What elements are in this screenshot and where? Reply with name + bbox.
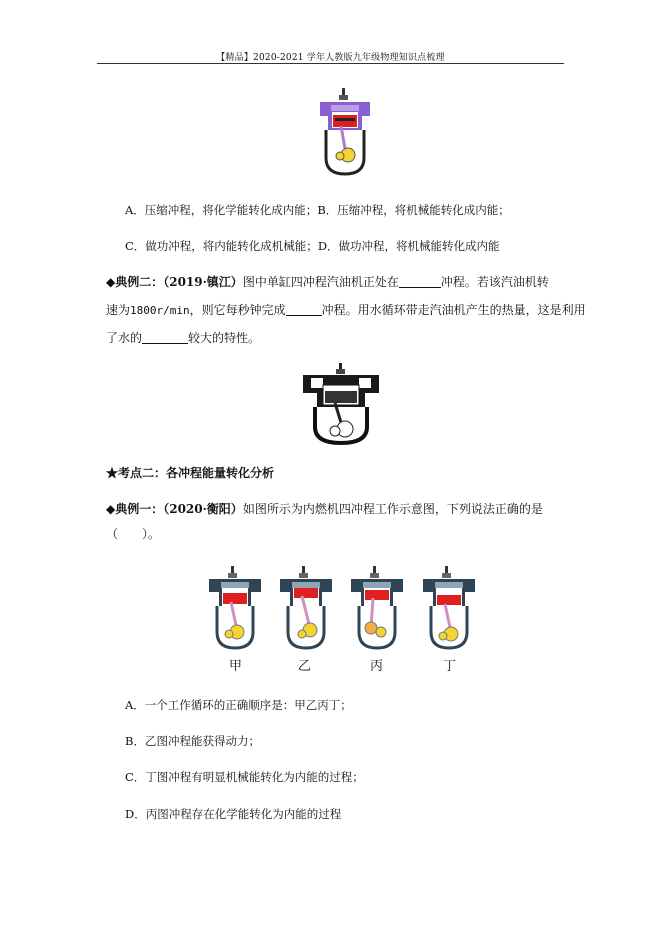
example2-text: 速为 [106,303,131,317]
q1-option-a[interactable]: A．压缩冲程，将化学能转化成内能； [125,203,318,217]
example2-line3 [106,329,260,346]
example2-text: 图中单缸四冲程汽油机正处在 [242,275,399,289]
example2-text: 了水的 [106,331,143,345]
example2-line2 [106,301,586,318]
engine-figure-bing [349,566,405,652]
example1-text: 如图所示为内燃机四冲程工作示意图，下列说法正确的是 [242,502,543,516]
q1-options-cd [125,238,500,254]
example1-line1 [106,500,543,517]
example2-text: 冲程。若该汽油机转 [440,275,549,289]
option-b[interactable]: B．乙图冲程能获得动力； [125,734,260,748]
q1-option-d[interactable]: D．做功冲程，将机械能转化成内能 [317,239,500,253]
example2-tag: ◆典例二：（2019·镇江） [106,275,243,289]
caption-jia: 甲 [229,659,243,674]
example2-line1 [106,273,549,290]
caption-bing: 丙 [370,659,384,674]
header-rule [97,63,564,64]
caption-yi: 乙 [298,659,312,674]
blank-3[interactable] [142,331,188,344]
q1-option-b[interactable]: B．压缩冲程，将机械能转化成内能； [317,203,510,217]
engine-speed: 1800r/min [130,304,190,317]
section2-title: ★考点二：各冲程能量转化分析 [106,466,275,480]
q1-options-ab [125,202,510,218]
q1-option-c[interactable]: C．做功冲程，将内能转化成机械能； [125,239,318,253]
option-a[interactable]: A．一个工作循环的正确顺序是：甲乙丙丁； [125,698,352,712]
option-d[interactable]: D．丙图冲程存在化学能转化为内能的过程 [125,807,342,821]
engine-figure-yi [278,566,334,652]
caption-ding: 丁 [443,659,457,674]
engine-figure-ding [421,566,477,652]
example2-text: 较大的特性。 [188,331,261,345]
example2-text: ，则它每秒钟完成 [189,303,286,317]
example2-text: 冲程。用水循环带走汽油机产生的热量，这是利用 [321,303,586,317]
blank-1[interactable] [399,275,441,288]
engine-figure-2 [301,363,381,445]
engine-figure-jia [207,566,263,652]
option-c[interactable]: C．丁图冲程有明显机械能转化为内能的过程； [125,770,364,784]
page-header: 【精品】2020-2021 学年人教版九年级物理知识点梳理 [216,53,445,63]
engine-figure-1 [316,88,374,178]
example1-line2: （ ）。 [106,527,161,541]
blank-2[interactable] [286,303,322,316]
example1-tag: ◆典例一：（2020·衡阳） [106,502,243,516]
